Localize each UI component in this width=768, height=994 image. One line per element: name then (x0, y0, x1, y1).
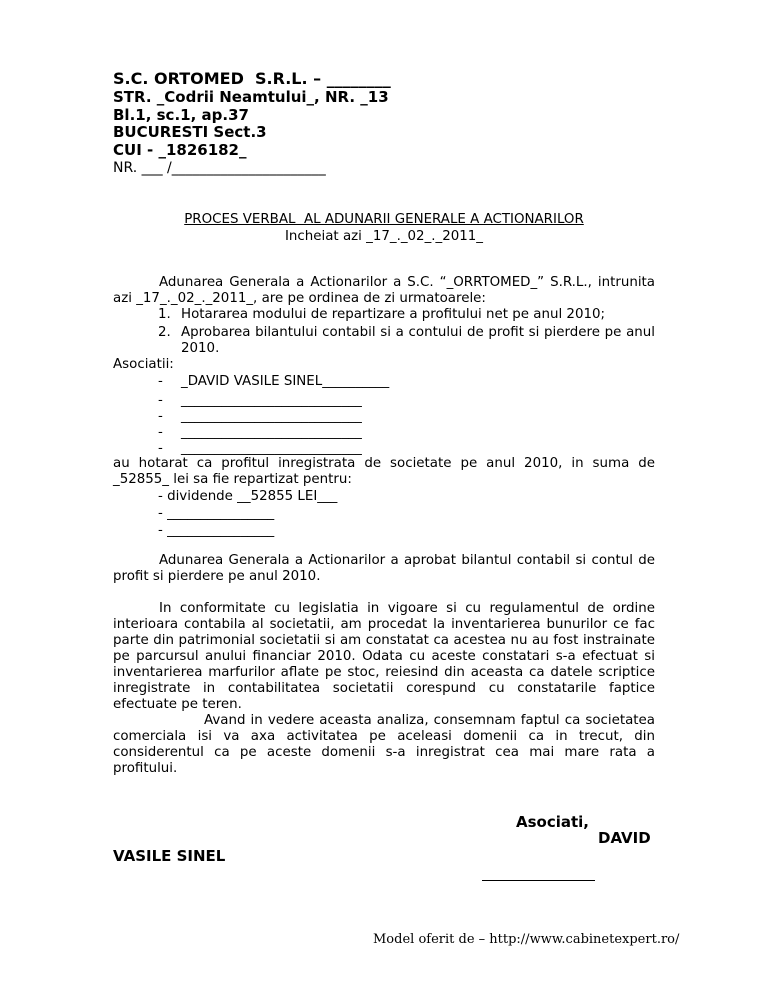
document-title: PROCES VERBAL AL ADUNARII GENERALE A ACTIONARILOR (184, 212, 584, 227)
associate-2: ___________________________ (181, 393, 362, 408)
agenda-item-2: Aprobarea bilantului contabil si a contului de profit si pierdere pe anul 2010. (181, 325, 655, 356)
company-name: S.C. ORTOMED S.R.L. – ________ (113, 69, 391, 88)
decision-paragraph: au hotarat ca profitul inregistrata de societate pe anul 2010, in suma de _52855_ lei sa fie repartizat pentru: (113, 456, 655, 487)
agenda-number-2: 2. (158, 325, 171, 340)
analysis-paragraph: Avand in vedere aceasta analiza, consemnam faptul ca societatea comerciala isi va axa activitatea pe aceleasi domenii ca in trecut, din considerentul ca pe aceste domenii s-a inregistrat cea mai mare rata a profitului. (113, 713, 655, 776)
company-block: Bl.1, sc.1, ap.37 (113, 106, 249, 124)
signature-label: Asociati, (516, 813, 590, 831)
associate-1: _DAVID VASILE SINEL__________ (181, 374, 390, 389)
intro-paragraph: Adunarea Generala a Actionarilor a S.C. “_ORRTOMED_” S.R.L., intrunita azi _17_._02_._2011_, are pe ordinea de zi urmatoarele: (113, 275, 655, 306)
company-street: STR. _Codrii Neamtului_, NR. _13 (113, 88, 389, 106)
agenda-number-1: 1. (158, 307, 171, 322)
associate-dash: - (158, 374, 163, 389)
signature-last-name: VASILE SINEL (113, 847, 226, 865)
associate-3: ___________________________ (181, 409, 362, 424)
associate-4: ___________________________ (181, 425, 362, 440)
signature-line (482, 880, 595, 881)
distribution-line-2: - ________________ (158, 506, 275, 521)
document-date: Incheiat azi _17_._02_._2011_ (284, 229, 483, 244)
registration-number: NR. ___ /______________________ (113, 160, 326, 176)
associates-label: Asociatii: (113, 357, 174, 372)
distribution-dividends: - dividende __52855 LEI___ (158, 489, 338, 504)
company-city: BUCURESTI Sect.3 (113, 123, 267, 141)
footer-credit: Model oferit de – http://www.cabinetexpert.ro/ (373, 932, 680, 947)
associate-dash: - (158, 441, 163, 456)
company-cui: CUI - _1826182_ (113, 141, 247, 159)
conformity-paragraph: In conformitate cu legislatia in vigoare si cu regulamentul de ordine interioara contabila al societatii, am procedat la inventarierea bunurilor ce fac parte din patrimonial societatii si am constatat ca acestea nu au fost instrainate pe parcursul anului financiar 2010. Odata cu aceste constatari s-a efectuat si inventarierea marfurilor aflate pe stoc, reiesind din aceasta ca datele scriptice inregistrate in contabilitatea societatii corespund cu constatarile faptice efectuate pe teren. (113, 601, 655, 712)
associate-5: ___________________________ (181, 441, 362, 456)
signature-first-name: DAVID (598, 829, 651, 847)
associate-dash: - (158, 393, 163, 408)
approval-paragraph: Adunarea Generala a Actionarilor a aprobat bilantul contabil si contul de profit si pierdere pe anul 2010. (113, 553, 655, 584)
distribution-line-3: - ________________ (158, 523, 275, 538)
associate-dash: - (158, 409, 163, 424)
agenda-item-1: Hotararea modului de repartizare a profitului net pe anul 2010; (181, 307, 606, 322)
associate-dash: - (158, 425, 163, 440)
